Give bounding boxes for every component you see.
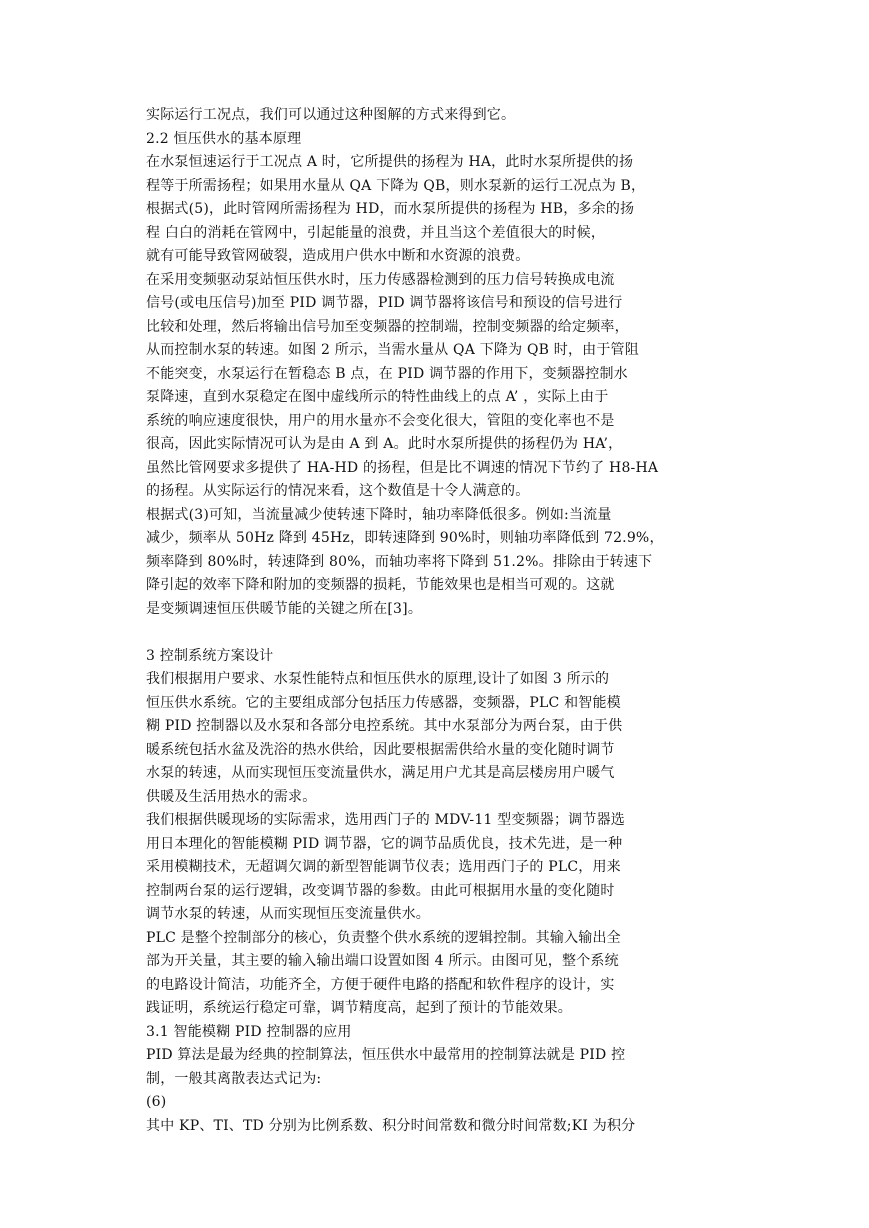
text-line: 采用模糊技术，无超调欠调的新型智能调节仪表；选用西门子的 PLC，用来 (146, 859, 621, 875)
text-line: 我们根据用户要求、水泵性能特点和恒压供水的原理,设计了如图 3 所示的 (146, 671, 610, 687)
text-line: 用日本理化的智能模糊 PID 调节器，它的调节品质优良，技术先进，是一种 (146, 835, 623, 852)
text-line: 在水泵恒速运行于工况点 A 时，它所提供的扬程为 HA，此时水泵所提供的扬 (146, 154, 634, 170)
text-line: 水泵的转速，从而实现恒压变流量供水，满足用户尤其是高层楼房用户暖气 (146, 765, 615, 781)
text-line: 系统的响应速度很快，用户的用水量亦不会变化很大，管阻的变化率也不是 (146, 412, 615, 429)
text-line: 其中 KP、TI、TD 分别为比例系数、积分时间常数和微分时间常数;KI 为积分 (146, 1117, 636, 1134)
text-line: 部为开关量，其主要的输入输出端口设置如图 4 所示。由图可见，整个系统 (146, 953, 619, 969)
text-line: 暖系统包括水盆及洗浴的热水供给，因此要根据需供给水量的变化随时调节 (146, 741, 615, 758)
text-line: 调节水泵的转速，从而实现恒压变流量供水。 (146, 906, 430, 922)
text-line: 频率降到 80%时，转速降到 80%，而轴功率将下降到 51.2%。排除由于转速下 (146, 553, 653, 570)
section-heading-3-1: 3.1 智能模糊 PID 控制器的应用 (146, 1023, 352, 1040)
text-line: 践证明，系统运行稳定可靠，调节精度高，起到了预计的节能效果。 (146, 1000, 572, 1016)
text-line: 实际运行工况点，我们可以通过这种图解的方式来得到它。 (146, 107, 516, 123)
section-heading-2-2: 2.2 恒压供水的基本原理 (146, 130, 302, 147)
equation-number: (6) (146, 1094, 167, 1110)
text-line: 恒压供水系统。它的主要组成部分包括压力传感器，变频器，PLC 和智能模 (146, 694, 621, 711)
text-line: 泵降速，直到水泵稳定在图中虚线所示的特性曲线上的点 A’ ，实际上由于 (146, 389, 609, 405)
document-body (146, 104, 726, 1138)
text-line: 减少，频率从 50Hz 降到 45Hz，即转速降到 90%时，则轴功率降低到 72.9%， (146, 530, 664, 546)
text-line: 比较和处理，然后将输出信号加至变频器的控制端，控制变频器的给定频率， (146, 318, 629, 335)
text-line: 供暖及生活用热水的需求。 (146, 788, 317, 805)
text-line: 在采用变频驱动泵站恒压供水时，压力传感器检测到的压力信号转换成电流 (146, 271, 615, 288)
text-line: 从而控制水泵的转速。如图 2 所示，当需水量从 QA 下降为 QB 时，由于管阻 (146, 342, 639, 358)
text-line: PID 算法是最为经典的控制算法，恒压供水中最常用的控制算法就是 PID 控 (146, 1047, 626, 1063)
text-line: 的扬程。从实际运行的情况来看，这个数值是十令人满意的。 (146, 483, 530, 499)
text-line: 很高，因此实际情况可认为是由 A 到 A。此时水泵所提供的扬程仍为 HA’， (146, 436, 623, 452)
text-line: 程等于所需扬程；如果用水量从 QA 下降为 QB，则水泵新的运行工况点为 B， (146, 177, 646, 194)
text-line: 是变频调速恒压供暖节能的关键之所在[3]。 (146, 600, 423, 617)
section-heading-3: 3 控制系统方案设计 (146, 647, 274, 664)
text-line: 虽然比管网要求多提供了 HA-HD 的扬程，但是比不调速的情况下节约了 H8-HA (146, 459, 659, 476)
text-line: 信号(或电压信号)加至 PID 调节器，PID 调节器将该信号和预设的信号进行 (146, 295, 623, 311)
text-line: 不能突变，水泵运行在暂稳态 B 点，在 PID 调节器的作用下，变频器控制水 (146, 365, 628, 382)
text-line: 程 白白的消耗在管网中，引起能量的浪费，并且当这个差值很大的时候， (146, 224, 606, 241)
text-line: 控制两台泵的运行逻辑，改变调节器的参数。由此可根据用水量的变化随时 (146, 882, 615, 899)
blank-line (146, 621, 726, 645)
text-line: 根据式(3)可知，当流量减少使转速下降时，轴功率降低很多。例如:当流量 (146, 506, 612, 523)
text-line: 的电路设计简洁，功能齐全，方便于硬件电路的搭配和软件程序的设计，实 (146, 976, 615, 993)
text-line: PLC 是整个控制部分的核心，负责整个供水系统的逻辑控制。其输入输出全 (146, 929, 621, 946)
text-line: 制，一般其离散表达式记为: (146, 1070, 322, 1087)
text-line: 降引起的效率下降和附加的变频器的损耗，节能效果也是相当可观的。这就 (146, 577, 615, 593)
text-line: 糊 PID 控制器以及水泵和各部分电控系统。其中水泵部分为两台泵，由于供 (146, 718, 623, 734)
text-line: 我们根据供暖现场的实际需求，选用西门子的 MDV-11 型变频器；调节器选 (146, 812, 625, 828)
text-line: 根据式(5)，此时管网所需扬程为 HD，而水泵所提供的扬程为 HB，多余的扬 (146, 201, 635, 217)
text-line: 就有可能导致管网破裂，造成用户供水中断和水资源的浪费。 (146, 248, 530, 264)
